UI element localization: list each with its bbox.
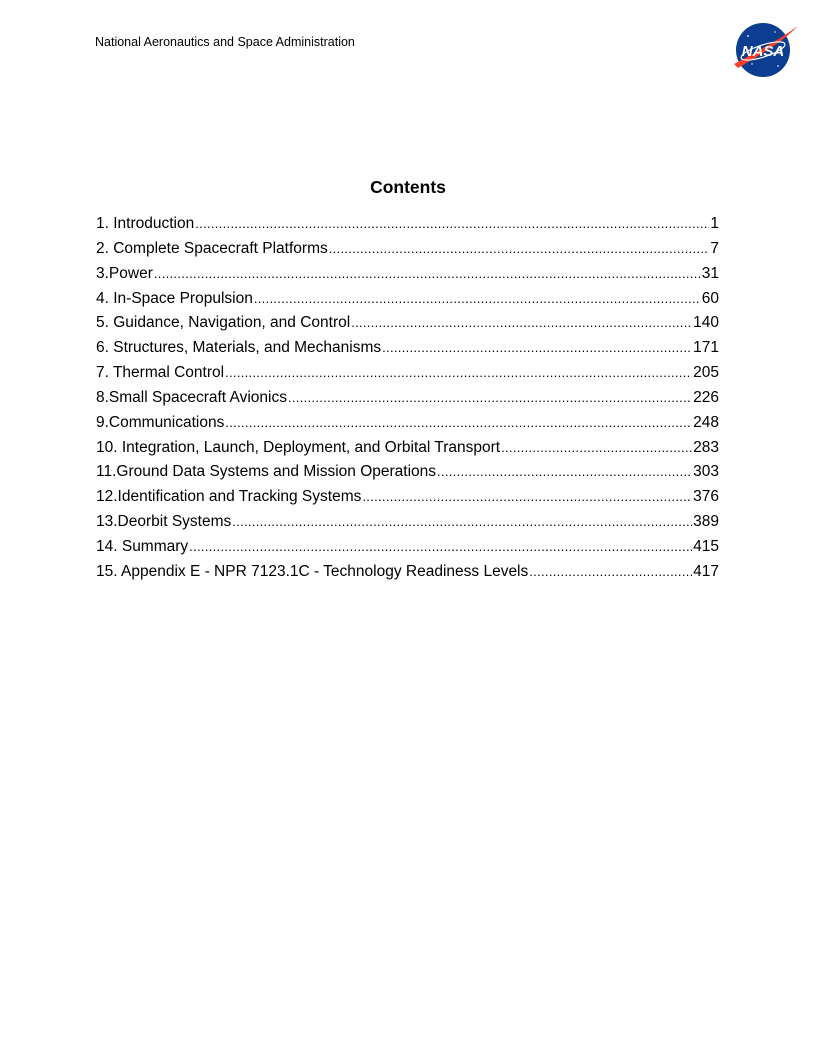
toc-leader-dots <box>501 440 692 455</box>
toc-entry-page: 1 <box>710 215 719 232</box>
toc-entry-label: 1. Introduction <box>96 215 195 232</box>
toc-leader-dots <box>225 365 692 380</box>
toc-entry-label: 5. Guidance, Navigation, and Control <box>96 314 351 332</box>
toc-leader-dots <box>382 340 692 355</box>
toc-entry[interactable] <box>96 265 719 290</box>
toc-entry[interactable] <box>96 314 719 339</box>
toc-entry-label: 3.Power <box>96 264 153 282</box>
toc-entry-page: 389 <box>693 513 719 531</box>
toc-entry-label: 8.Small Spacecraft Avionics <box>96 388 287 406</box>
toc-leader-dots <box>529 564 692 579</box>
toc-entry[interactable] <box>96 563 719 588</box>
toc-entry-label: 10. Integration, Launch, Deployment, and Orbital Transport <box>96 438 501 456</box>
toc-entry-label: 2. Complete Spacecraft Platforms <box>96 239 328 257</box>
toc-entry-label: 4. In-Space Propulsion <box>96 289 253 307</box>
toc-entry[interactable] <box>96 538 719 563</box>
toc-leader-dots <box>254 291 701 306</box>
toc-leader-dots <box>288 390 692 405</box>
toc-leader-dots <box>195 216 709 231</box>
toc-entry-page: 140 <box>693 314 719 332</box>
nasa-logo <box>730 20 800 80</box>
toc-entry-page: 303 <box>693 463 719 481</box>
toc-entry-page: 248 <box>693 413 719 431</box>
toc-entry-page: 417 <box>693 562 719 580</box>
toc-entry[interactable] <box>96 463 719 488</box>
toc-leader-dots <box>189 539 692 554</box>
toc-entry[interactable] <box>96 290 719 315</box>
toc-entry-label: 9.Communications <box>96 413 225 431</box>
table-of-contents <box>96 215 719 588</box>
toc-entry-page: 376 <box>693 488 719 506</box>
toc-entry-page: 7 <box>710 239 719 257</box>
toc-entry-page: 205 <box>693 364 719 382</box>
toc-entry-page: 60 <box>701 289 719 307</box>
toc-entry-label: 15. Appendix E - NPR 7123.1C - Technology Readiness Levels <box>96 562 529 580</box>
toc-entry[interactable] <box>96 339 719 364</box>
nasa-logo-text: NASA <box>741 43 785 60</box>
toc-entry-page: 283 <box>693 438 719 456</box>
toc-entry[interactable] <box>96 364 719 389</box>
toc-entry-label: 11.Ground Data Systems and Mission Operations <box>96 463 437 481</box>
toc-leader-dots <box>225 415 692 430</box>
toc-entry-page: 415 <box>693 537 719 555</box>
toc-leader-dots <box>329 241 710 256</box>
toc-entry-label: 13.Deorbit Systems <box>96 513 232 531</box>
toc-entry[interactable] <box>96 389 719 414</box>
toc-leader-dots <box>362 489 692 504</box>
toc-leader-dots <box>154 266 701 281</box>
toc-entry-label: 12.Identification and Tracking Systems <box>96 488 362 506</box>
toc-entry-label: 6. Structures, Materials, and Mechanisms <box>96 339 382 357</box>
header-organization-name: National Aeronautics and Space Administration <box>95 35 355 49</box>
toc-leader-dots <box>437 464 692 479</box>
toc-entry[interactable] <box>96 414 719 439</box>
toc-entry-page: 171 <box>693 339 719 357</box>
toc-entry-label: 14. Summary <box>96 537 189 555</box>
contents-title: Contents <box>370 177 446 197</box>
toc-entry-label: 7. Thermal Control <box>96 364 225 382</box>
toc-entry[interactable] <box>96 215 719 240</box>
toc-entry-page: 31 <box>701 264 719 282</box>
toc-entry-page: 226 <box>693 388 719 406</box>
toc-entry[interactable] <box>96 439 719 464</box>
toc-leader-dots <box>232 514 692 529</box>
toc-entry[interactable] <box>96 513 719 538</box>
toc-leader-dots <box>351 315 692 330</box>
toc-entry[interactable] <box>96 240 719 265</box>
toc-entry[interactable] <box>96 488 719 513</box>
